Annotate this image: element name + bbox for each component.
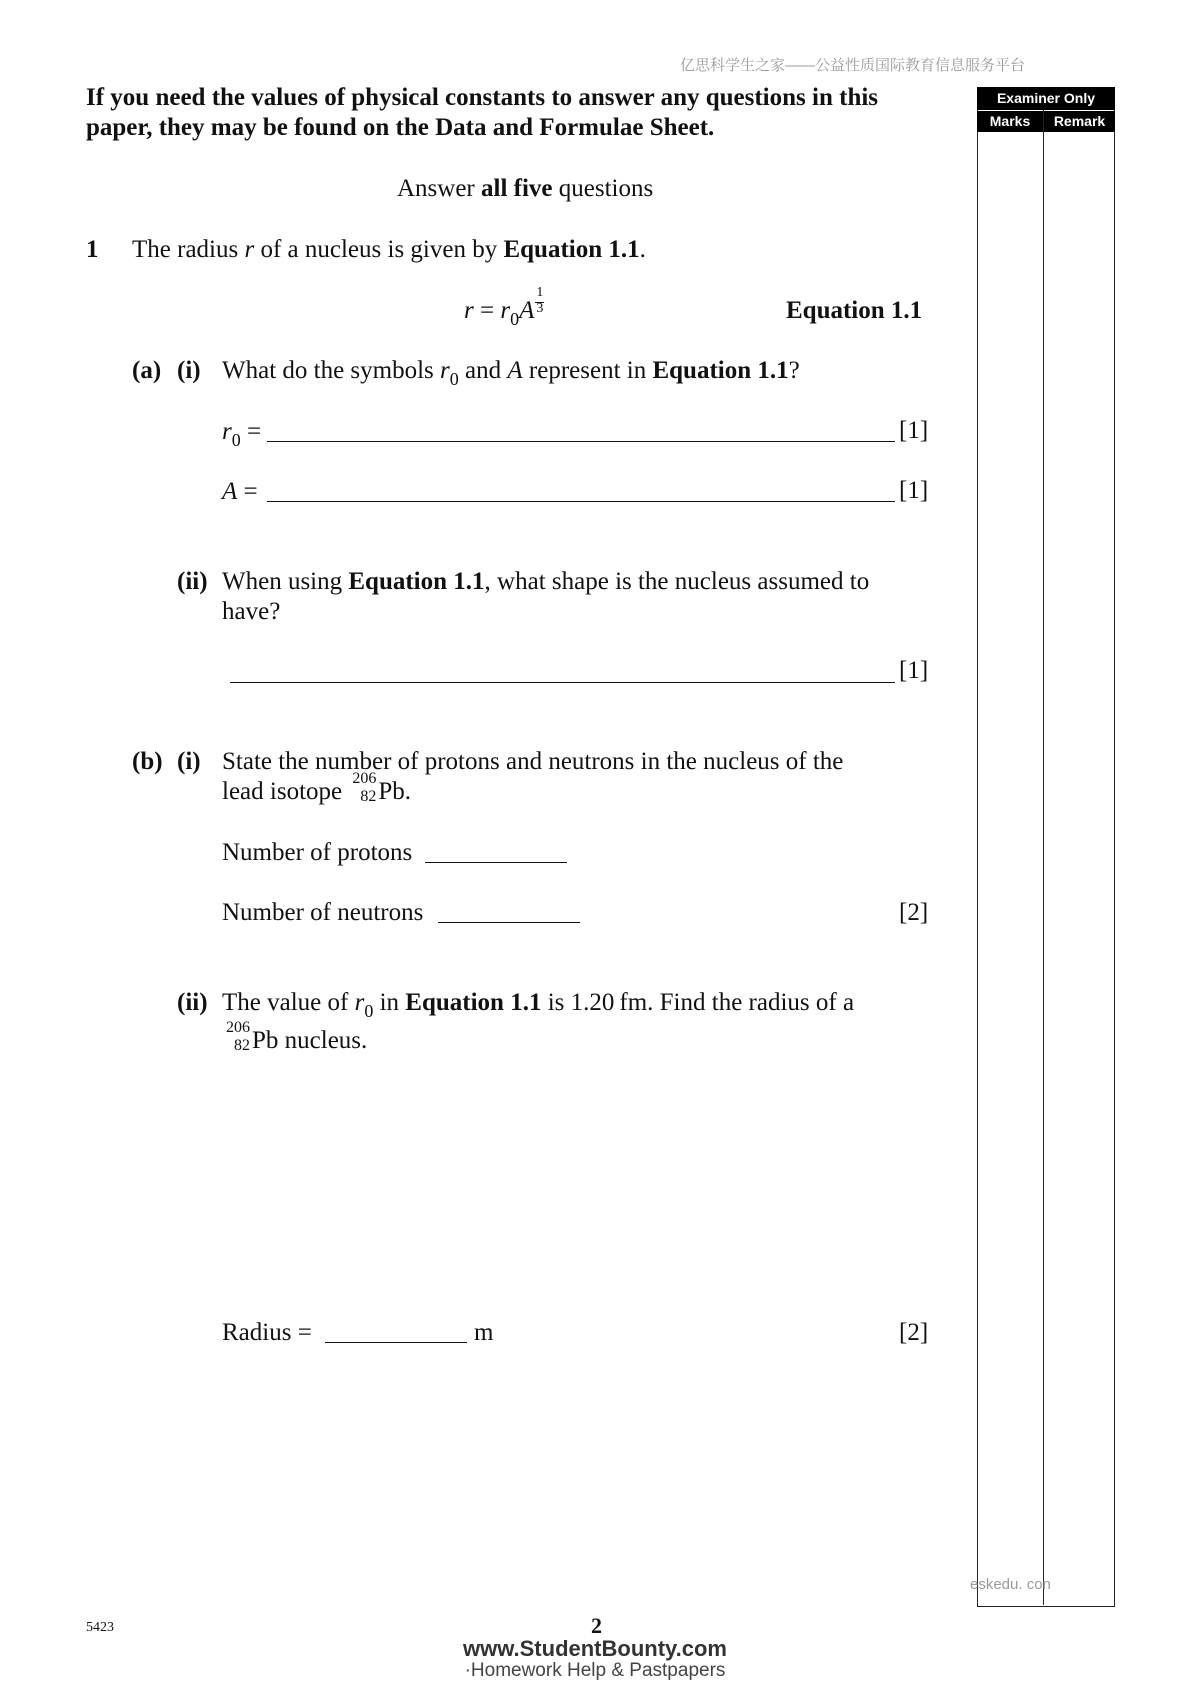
ai-end: ?	[788, 357, 800, 384]
part-a-i-question	[222, 356, 800, 394]
exp-numerator: 1	[536, 285, 544, 300]
exp-denominator: 3	[536, 301, 544, 316]
ai-A: A	[507, 357, 523, 384]
part-b-ii-label: (ii)	[177, 989, 208, 1016]
part-a-ii-label: (ii)	[177, 568, 208, 595]
margin-divider	[1043, 110, 1044, 1605]
top-watermark: 亿思科学生之家——公益性质国际教育信息服务平台	[680, 57, 1026, 74]
question-1-stem	[132, 235, 646, 265]
eq-equals: =	[473, 297, 501, 324]
eq-A: A	[519, 297, 535, 324]
bii-line-1	[222, 988, 922, 1026]
eq-sub-0: 0	[510, 309, 520, 329]
bii-sub: 0	[364, 1001, 374, 1021]
answer-all-post: questions	[552, 175, 654, 202]
aii-post: , what shape is the nucleus assumed to	[484, 568, 870, 595]
bii-pre: The value of	[222, 989, 355, 1016]
bi-line2-pre: lead isotope	[222, 778, 349, 805]
radius-answer-field[interactable]	[325, 1316, 467, 1343]
ai-bold: Equation 1.1	[652, 357, 789, 384]
aii-bold: Equation 1.1	[348, 568, 485, 595]
r0-mark: [1]	[899, 417, 929, 444]
part-a-label: (a)	[132, 357, 162, 384]
ai-pre: What do the symbols	[222, 357, 441, 384]
ai-r: r	[440, 357, 450, 384]
stem-bold: Equation 1.1	[503, 236, 640, 263]
stem-mid: of a nucleus is given by	[254, 236, 504, 263]
radius-label: Radius =	[222, 1319, 312, 1346]
stem-pre: The radius	[132, 236, 245, 263]
bii-mid: in	[373, 989, 406, 1016]
bii-bold: Equation 1.1	[405, 989, 542, 1016]
stem-var-r: r	[244, 236, 255, 263]
protons-answer-field[interactable]	[425, 836, 567, 863]
nuclide-mass-number-2: 206	[226, 1019, 250, 1036]
eq-exponent	[534, 285, 546, 326]
nuclide-atomic-number: 82	[360, 788, 377, 805]
bii-post: is 1.20 fm. Find the radius of a	[541, 989, 855, 1016]
shape-answer-field[interactable]	[230, 656, 895, 683]
intro-line-1: If you need the values of physical constants to answer any questions in this	[86, 84, 879, 111]
answer-all-instruction	[397, 174, 653, 204]
neutrons-answer-field[interactable]	[438, 896, 580, 923]
protons-label: Number of protons	[222, 839, 413, 866]
A-var: A	[222, 478, 238, 505]
nuclide-atomic-number-2: 82	[234, 1037, 250, 1054]
stem-end: .	[639, 236, 646, 263]
A-eq: =	[237, 478, 258, 505]
part-a-ii-question	[222, 567, 922, 627]
part-b-label: (b)	[132, 748, 163, 775]
bii-line2: Pb nucleus.	[252, 1027, 368, 1054]
ai-sub: 0	[449, 369, 459, 389]
bi-line-1: State the number of protons and neutrons in the nucleus of the	[222, 748, 844, 775]
intro-line-2: paper, they may be found on the Data and Formulae Sheet.	[86, 114, 715, 141]
r0-answer-field[interactable]	[267, 415, 895, 442]
radius-mark: [2]	[899, 1319, 929, 1346]
remark-header	[1044, 111, 1115, 132]
examiner-margin-column	[977, 87, 1115, 1607]
equation-label: Equation 1.1	[786, 297, 923, 324]
side-watermark: eskedu. con	[970, 1576, 1051, 1593]
protons-neutrons-mark: [2]	[899, 899, 929, 926]
part-b-i-label: (i)	[177, 748, 201, 775]
lead-nuclide-notation	[348, 770, 378, 807]
A-answer-field[interactable]	[267, 475, 895, 502]
answer-all-pre: Answer	[397, 175, 482, 202]
logo-url: www.StudentBounty.com	[463, 1636, 727, 1661]
aii-pre: When using	[222, 568, 349, 595]
lead-nuclide-notation-2	[222, 1019, 252, 1056]
A-answer-label	[222, 477, 258, 507]
eq-lhs: r	[464, 297, 474, 324]
paper-code: 5423	[86, 1620, 114, 1635]
remark-label: Remark	[1053, 113, 1106, 129]
ai-mid2: represent in	[522, 357, 653, 384]
bi-line-2	[222, 770, 922, 807]
ai-mid: and	[458, 357, 508, 384]
part-a-i-label: (i)	[177, 357, 201, 384]
part-b-ii-question	[222, 988, 922, 1056]
examiner-only-label: Examiner Only	[996, 90, 1096, 106]
bii-line-2	[222, 1019, 922, 1056]
nuclide-symbol: Pb.	[378, 778, 412, 805]
examiner-only-header	[977, 87, 1115, 110]
marks-header	[977, 111, 1043, 132]
r0-var: r	[222, 418, 232, 445]
answer-all-bold: all five	[481, 175, 553, 202]
marks-label: Marks	[989, 113, 1031, 129]
equation-1-1	[464, 285, 546, 334]
eq-r: r	[500, 297, 511, 324]
r0-answer-label	[222, 417, 261, 455]
logo-tagline: ·Homework Help & Pastpapers	[464, 1660, 726, 1681]
r0-eq: =	[240, 418, 262, 445]
radius-unit: m	[474, 1319, 494, 1346]
bii-r: r	[354, 989, 365, 1016]
shape-mark: [1]	[899, 657, 929, 684]
question-number: 1	[86, 236, 99, 263]
neutrons-label: Number of neutrons	[222, 899, 424, 926]
aii-line-1	[222, 567, 922, 597]
part-b-i-question	[222, 747, 922, 807]
r0-sub: 0	[231, 430, 241, 450]
nuclide-mass-number: 206	[352, 770, 377, 787]
aii-line-2: have?	[222, 598, 281, 625]
studentbounty-logo	[445, 1638, 745, 1682]
A-mark: [1]	[899, 477, 929, 504]
page-number: 2	[591, 1613, 602, 1638]
intro-text	[86, 83, 966, 143]
